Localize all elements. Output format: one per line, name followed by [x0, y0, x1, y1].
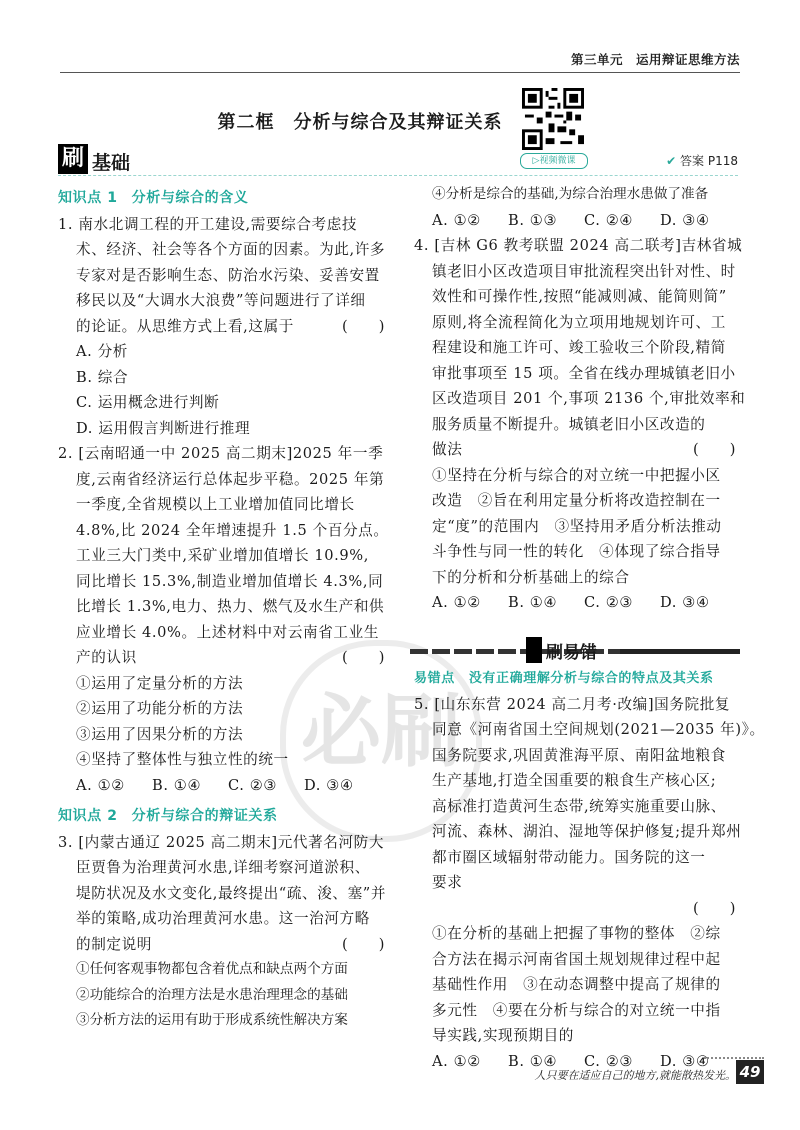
- section-divider: [58, 175, 738, 176]
- statement: ②运用了功能分析的方法: [76, 700, 244, 717]
- section-tag-basics: [58, 142, 168, 176]
- option[interactable]: B. ①④: [152, 776, 202, 794]
- statement: ④坚持了整体性与独立性的统一: [76, 751, 289, 768]
- answer-blank[interactable]: ( ): [693, 899, 736, 917]
- statement: 基础性作用 ③在动态调整中提高了规律的: [432, 976, 721, 993]
- question-2: 2. [云南昭通一中 2025 高二期末]2025 年一季 度,云南省经济运行总体起步平稳。2025 年第 一季度,全省规模以上工业增加值同比增长 4.8%,比 2024 全年增速提升 1.5 个百分点。 工业三大门类中,采矿业增加值增长 10.9%, 同比增长 15.3%,制造业增加值增长 4.3%,同 比增长 1.3%,电力、热力、燃气及水生产和供 应业增长 4.0%。上述材料中对云南省工业生 产的认识 ( ) ①运用了定量分析的方法 ②运用了功能分析的方法 ③运用了因果分析的方法 ④坚持了整体性与独立性的统一 A. ①② B. ①④ C. ②③ D. ③④: [58, 441, 393, 798]
- qr-code-icon[interactable]: [522, 88, 584, 150]
- option[interactable]: C. ②③: [228, 776, 278, 794]
- answer-blank[interactable]: ( ): [342, 649, 385, 666]
- error-practice-banner: [410, 637, 744, 665]
- video-lesson-badge[interactable]: ▷视频微课: [520, 153, 588, 169]
- question-5: 5. [山东东营 2024 高二月考·改编]国务院批复 同意《河南省国土空间规划(2021—2035 年)》。 国务院要求,巩固黄淮海平原、南阳盆地粮食 生产基地,打造全国重要的粮食生产核心区; 高标准打造黄河生态带,统筹实施重要山脉、 河流、森林、湖泊、湿地等保护修复;提升郑州 都市圈区域辐射带动能力。国务院的这一 要求 ( ) ①在分析的基础上把握了事物的整体 ②综 合方法在揭示河南省国土规划规律过程中起 基础性作用 ③在动态调整中提高了规律的 多元性 ④要在分析与综合的对立统一中指 导实践,实现预期目的 A. ①② B. ①④ C. ②③ D. ③④: [414, 692, 744, 1075]
- statement: 斗争性与同一性的转化 ④体现了综合指导: [432, 543, 721, 560]
- options-row: [58, 773, 393, 799]
- knowledge-point-1: 知识点 1 分析与综合的含义: [58, 190, 249, 206]
- question-1: 1. 南水北调工程的开工建设,需要综合考虑技 术、经济、社会等各个方面的因素。为此,许多 专家对是否影响生态、防治水污染、妥善安置 移民以及“大调水大浪费”等问题进行了详细 的论证。从思维方式上看,这属于 ( ) A. 分析 B. 综合 C. 运用概念进行判断 D. 运用假言判断进行推理: [58, 212, 393, 442]
- option[interactable]: B. ①④: [508, 594, 558, 611]
- answer-blank[interactable]: ( ): [342, 317, 385, 335]
- statement: ①坚持在分析与综合的对立统一中把握小区: [432, 466, 721, 484]
- section-tag-block: 刷: [58, 144, 88, 174]
- right-column: [414, 180, 744, 616]
- banner-block: [526, 637, 542, 663]
- statement: 多元性 ④要在分析与综合的对立统一中指: [432, 1001, 721, 1019]
- option[interactable]: D. ③④: [660, 1052, 710, 1070]
- option[interactable]: A. ①②: [76, 776, 125, 794]
- option[interactable]: B. ①③: [508, 211, 558, 229]
- footer-dots: [704, 1057, 764, 1059]
- watermark: 必刷: [280, 640, 482, 842]
- knowledge-point-2: 知识点 2 分析与综合的辩证关系: [58, 808, 278, 824]
- statement: ①运用了定量分析的方法: [76, 674, 244, 692]
- answer-reference-text: 答案 P118: [680, 154, 738, 168]
- statement: ①在分析的基础上把握了事物的整体 ②综: [432, 925, 721, 942]
- banner-label: 刷易错: [546, 643, 597, 663]
- statement: ③分析方法的运用有助于形成系统性解决方案: [76, 1012, 348, 1028]
- statement: 下的分析和分析基础上的综合: [432, 568, 630, 586]
- header-rule: [60, 72, 740, 73]
- unit-header: 第三单元 运用辩证思维方法: [570, 52, 740, 67]
- question-3: 3. [内蒙古通辽 2025 高二期末]元代著名河防大 臣贾鲁为治理黄河水患,详细考察河道淤积、 堤防状况及水文变化,最终提出“疏、浚、塞”并 举的策略,成功治理黄河水患。这一治河方略 的制定说明 ( ) ①任何客观事物都包含着优点和缺点两个方面 ②功能综合的治理方法是水患治理理念的基础 ③分析方法的运用有助于形成系统性解决方案: [58, 830, 393, 1034]
- option[interactable]: A. ①②: [432, 211, 481, 229]
- option[interactable]: C. ②③: [584, 1052, 634, 1070]
- option[interactable]: C. 运用概念进行判断: [76, 394, 220, 411]
- answer-blank[interactable]: ( ): [693, 441, 736, 458]
- option[interactable]: A. ①②: [432, 594, 481, 611]
- page-number: 49: [736, 1060, 764, 1084]
- option[interactable]: A. ①②: [432, 1052, 481, 1070]
- option[interactable]: D. ③④: [660, 594, 710, 611]
- left-column: [58, 180, 393, 1034]
- check-icon: ✔: [666, 154, 677, 168]
- question-3-continued: [414, 182, 744, 233]
- answer-blank[interactable]: ( ): [342, 935, 385, 953]
- section-tag-label: 基础: [92, 152, 131, 174]
- error-point: 易错点 没有正确理解分析与综合的特点及其关系: [414, 671, 714, 686]
- option[interactable]: C. ②④: [584, 211, 634, 229]
- options-row: [414, 208, 744, 234]
- option[interactable]: B. 综合: [76, 368, 129, 386]
- statement: 合方法在揭示河南省国土规划规律过程中起: [432, 950, 721, 968]
- statement: 定“度”的范围内 ③坚持用矛盾分析法推动: [432, 517, 722, 535]
- option[interactable]: D. ③④: [304, 776, 354, 794]
- section-title: 第二框 分析与综合及其辩证关系: [217, 112, 503, 133]
- statement: ③运用了因果分析的方法: [76, 725, 244, 743]
- answer-reference: [666, 152, 738, 169]
- statement: ①任何客观事物都包含着优点和缺点两个方面: [76, 961, 348, 977]
- option[interactable]: D. 运用假言判断进行推理: [76, 419, 251, 437]
- statement: ④分析是综合的基础,为综合治理水患做了准备: [432, 186, 709, 202]
- option[interactable]: C. ②③: [584, 594, 634, 611]
- option[interactable]: A. 分析: [76, 343, 129, 360]
- question-4: 4. [吉林 G6 教考联盟 2024 高二联考]吉林省城 镇老旧小区改造项目审批流程突出针对性、时 效性和可操作性,按照“能减则减、能简则简” 原则,将全流程简化为立项用地规划许可、工 程建设和施工许可、竣工验收三个阶段,精简 审批事项至 15 项。全省在线办理城镇老旧小 区改造项目 201 个,事项 2136 个,审批效率和 服务质量不断提升。城镇老旧小区改造的 做法 ( ) ①坚持在分析与综合的对立统一中把握小区 改造 ②旨在利用定量分析将改造控制在一 定“度”的范围内 ③坚持用矛盾分析法推动 斗争性与同一性的转化 ④体现了综合指导 下的分析和分析基础上的综合 A. ①② B. ①④ C. ②③ D. ③④: [414, 233, 744, 616]
- statement: 改造 ②旨在利用定量分析将改造控制在一: [432, 492, 721, 509]
- banner-bar-right: [620, 649, 740, 654]
- footer-motto: 人只要在适应自己的地方,就能散热发光。: [534, 1069, 736, 1082]
- statement: ②功能综合的治理方法是水患治理理念的基础: [76, 986, 348, 1003]
- statement: 导实践,实现预期目的: [432, 1027, 574, 1044]
- option[interactable]: D. ③④: [660, 211, 710, 229]
- option[interactable]: B. ①④: [508, 1052, 558, 1070]
- options-row: [414, 590, 744, 616]
